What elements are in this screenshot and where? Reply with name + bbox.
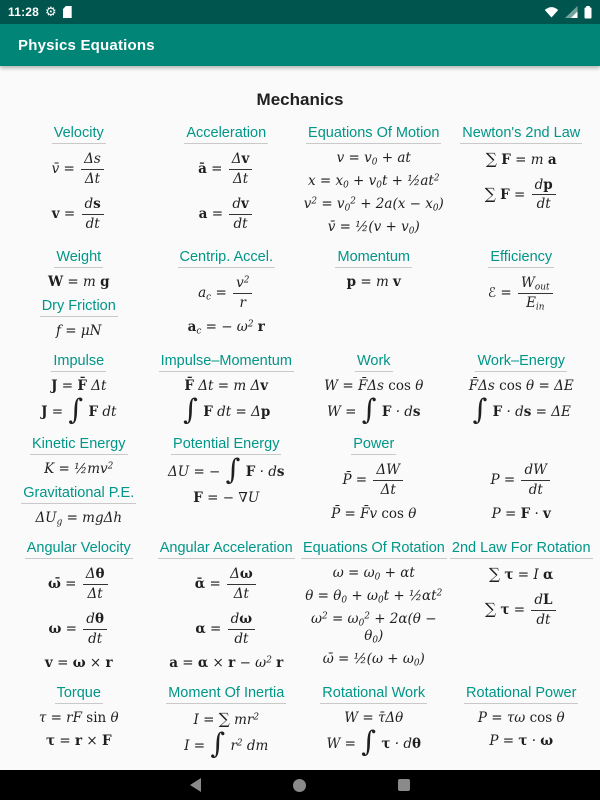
- equation-row: [6, 124, 594, 242]
- back-button[interactable]: [190, 778, 201, 792]
- card-title: Efficiency: [488, 248, 554, 268]
- sd-card-icon: [63, 6, 72, 18]
- equation-card-rotational-work[interactable]: [301, 684, 447, 756]
- equation: v = $\frac{ds}{dt}$: [6, 195, 152, 234]
- card-title: Angular Velocity: [25, 539, 133, 559]
- equation-card-power-continued[interactable]: [449, 435, 595, 523]
- card-title: Impulse: [51, 352, 106, 372]
- equation: P = $\frac{dW}{dt}$: [449, 461, 595, 500]
- equation: P = τ · ω: [489, 732, 554, 749]
- navigation-bar: [0, 770, 600, 800]
- equation-row: [6, 435, 594, 533]
- equation-card-rotational-power[interactable]: [449, 684, 595, 750]
- card-title: 2nd Law For Rotation: [450, 539, 593, 559]
- equation-card-2nd-law-for-rotation[interactable]: [449, 539, 595, 629]
- equation-card-angular-acceleration[interactable]: [154, 539, 300, 672]
- home-button[interactable]: [293, 779, 306, 792]
- equation: $v = v_0$ + at: [336, 150, 411, 168]
- wifi-icon: [544, 6, 559, 18]
- equation: $\theta = \theta_0 + \omega_0t$ + $\frac{1}{2}\alpha t^2$: [305, 588, 443, 606]
- equation-card-moment-of-inertia[interactable]: [154, 684, 300, 761]
- equation: ᾱ = $\frac{\Delta\omega}{\Delta t}$: [154, 565, 300, 604]
- equation: v̄ = $\frac{\Delta s}{\Delta t}$: [6, 150, 152, 189]
- equation-card-newtons-2nd-law[interactable]: [449, 124, 595, 214]
- equation: F̄Δs cos θ = ΔE: [468, 377, 574, 394]
- equation: τ = r × F: [45, 732, 112, 749]
- equation: τ = rF sin θ: [38, 709, 119, 726]
- equation: $x = x_0 + v_0t$ + $\frac{1}{2}at^2$: [307, 173, 440, 191]
- equation: a = $\frac{dv}{dt}$: [154, 195, 300, 234]
- equation-row: [6, 539, 594, 678]
- card-title: Acceleration: [184, 124, 268, 144]
- equation-card-impulse-momentum[interactable]: [154, 352, 300, 424]
- equation: ā = $\frac{\Delta v}{\Delta t}$: [154, 150, 300, 189]
- card-title: Kinetic Energy: [30, 435, 128, 455]
- equation-card-centrip-accel[interactable]: [154, 248, 300, 336]
- equation-card-work-energy[interactable]: [449, 352, 595, 424]
- equation: ∫ F dt = Δp: [183, 392, 271, 426]
- card-title: Work–Energy: [475, 352, 567, 372]
- equation: P̄ = $\frac{\Delta W}{\Delta t}$: [301, 461, 447, 500]
- recents-button[interactable]: [398, 779, 410, 791]
- equation: P = F · v: [491, 506, 551, 523]
- card-title: Impulse–Momentum: [159, 352, 294, 372]
- card-title: Newton's 2nd Law: [460, 124, 582, 144]
- equation: ΔU = − ∫ F · ds: [168, 453, 285, 487]
- equation-card-velocity[interactable]: [6, 124, 152, 234]
- equation-row: [6, 684, 594, 764]
- equation-card-equations-of-rotation[interactable]: [301, 539, 447, 668]
- equation-card-kinetic-energy[interactable]: [6, 435, 152, 478]
- card-title: Torque: [55, 684, 103, 704]
- equation: $a_c$ = − $\omega^2$ r: [187, 318, 265, 337]
- equation: P = τω cos θ: [477, 709, 565, 726]
- card-title: Gravitational P.E.: [21, 484, 136, 504]
- equation-card-potential-energy[interactable]: [154, 435, 300, 507]
- equation: ω̄ = ½(ω + $\omega_0$): [322, 650, 425, 669]
- equation: W = ∫ τ · dθ: [326, 724, 421, 758]
- equation: J = ∫ F dt: [41, 392, 117, 426]
- card-title: Rotational Work: [320, 684, 427, 704]
- equation: $K = \frac{1}{2}mv^2$: [44, 461, 114, 478]
- equation-card-impulse[interactable]: [6, 352, 152, 424]
- equation: W = τ̄Δθ: [344, 709, 404, 726]
- equation: ω = $\frac{d\theta}{dt}$: [6, 610, 152, 649]
- equation: $v^2 = v_0^2 + 2a(x - x_0)$: [303, 195, 444, 214]
- card-title: Centrip. Accel.: [178, 248, 276, 268]
- equation: W = ∫ F · ds: [326, 392, 421, 426]
- card-title: Velocity: [52, 124, 106, 144]
- equation: ω̄ = $\frac{\Delta\theta}{\Delta t}$: [6, 565, 152, 604]
- card-title: Power: [351, 435, 396, 455]
- equation: $a = \alpha \times r - \omega^2$ r: [169, 654, 284, 671]
- content-scroll[interactable]: [0, 66, 600, 770]
- equation: F = − ∇U: [193, 490, 260, 507]
- card-title: Weight: [54, 248, 103, 268]
- equation-card-efficiency[interactable]: [449, 248, 595, 313]
- clock: 11:28: [8, 5, 40, 19]
- battery-icon: [584, 6, 592, 19]
- gear-icon: ⚙: [45, 4, 57, 20]
- card-title: Work: [355, 352, 393, 372]
- card-title: Equations Of Rotation: [301, 539, 447, 559]
- equation: v = ω × r: [44, 654, 113, 671]
- equation: I = ∫ $r^2$ dm: [184, 727, 269, 761]
- equation: $\omega^2 = \omega_0^2 + 2\alpha(\theta - \theta_0)$: [310, 611, 437, 646]
- equation: W = F̄Δs cos θ: [324, 377, 424, 394]
- equation: ∑ τ = I α: [489, 565, 554, 584]
- card-title: Rotational Power: [464, 684, 578, 704]
- equation: α = $\frac{d\omega}{dt}$: [154, 610, 300, 649]
- equation: $a_c$ = $\frac{v^2}{r}$: [154, 274, 300, 313]
- equation-card-work[interactable]: [301, 352, 447, 424]
- app-title: Physics Equations: [18, 36, 155, 54]
- equation: J = F̄ Δt: [51, 377, 107, 394]
- equation: ℰ = $\frac{W_{out}}{E_{in}}$: [449, 274, 595, 313]
- equation: I = ∑ $mr^2$: [193, 709, 260, 728]
- equation-card-dry-friction[interactable]: [6, 297, 152, 340]
- equation-card-gravitational-pe[interactable]: [6, 484, 152, 527]
- card-title: Moment Of Inertia: [166, 684, 286, 704]
- equation: $\Delta U_g = mg\Delta h$: [35, 510, 123, 529]
- equation-row: [6, 352, 594, 430]
- equation: ∫ F · ds = ΔE: [472, 392, 571, 426]
- equation: ∑ F = m a: [485, 150, 557, 169]
- card-title: Equations Of Motion: [306, 124, 441, 144]
- equation: $\omega = \omega_0 + \alpha t$: [332, 565, 415, 584]
- equation: P̄ = F̄v cos θ: [331, 506, 417, 523]
- card-title: Dry Friction: [40, 297, 118, 317]
- equation-card-momentum[interactable]: [301, 248, 447, 291]
- equation-card-torque[interactable]: [6, 684, 152, 750]
- equation: ∑ F = $\frac{dp}{dt}$: [449, 176, 595, 215]
- equation-card-equations-of-motion[interactable]: [301, 124, 447, 236]
- section-heading: Mechanics: [256, 90, 344, 109]
- equation-card-power[interactable]: [301, 435, 447, 523]
- app-bar: [0, 24, 600, 66]
- equation: f = μN: [56, 322, 102, 339]
- equation: ∑ τ = $\frac{dL}{dt}$: [449, 591, 595, 630]
- card-title: Potential Energy: [171, 435, 281, 455]
- card-title: Angular Acceleration: [158, 539, 295, 559]
- equation: F̄ Δt = m Δv: [184, 377, 269, 394]
- status-bar: [0, 0, 600, 24]
- equation: v̄ = ½(v + $v_0$): [327, 218, 420, 237]
- equation-row: [6, 248, 594, 346]
- equation-card-acceleration[interactable]: [154, 124, 300, 234]
- card-title: Momentum: [335, 248, 412, 268]
- signal-icon: [565, 6, 578, 18]
- equation-card-angular-velocity[interactable]: [6, 539, 152, 672]
- equation-card-weight[interactable]: [6, 248, 152, 291]
- equation: W = m g: [47, 273, 110, 290]
- equation: p = m v: [346, 273, 401, 290]
